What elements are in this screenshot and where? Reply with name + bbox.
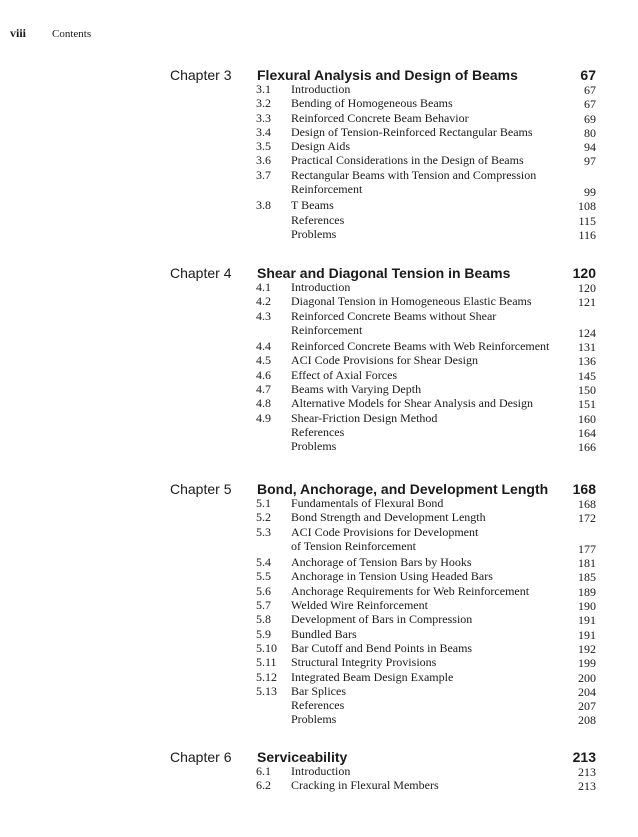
section-title-line: Anchorage of Tension Bars by Hooks bbox=[291, 555, 472, 570]
section-page-number: 115 bbox=[578, 213, 596, 228]
section-number: 3.4 bbox=[256, 124, 271, 139]
section-page-number: 207 bbox=[578, 699, 596, 714]
section-title-line: Development of Bars in Compression bbox=[291, 612, 473, 627]
section-page-number: 108 bbox=[578, 199, 596, 214]
section-number: 4.6 bbox=[256, 367, 271, 382]
section-page-number: 213 bbox=[578, 765, 596, 779]
section-title-line: Integrated Beam Design Example bbox=[291, 669, 454, 684]
section-page-number: 131 bbox=[578, 340, 596, 355]
toc-entry bbox=[0, 96, 638, 110]
section-title bbox=[291, 555, 556, 569]
section-title bbox=[291, 641, 556, 655]
toc-entry bbox=[0, 584, 638, 598]
section-number: 4.1 bbox=[256, 280, 271, 294]
section-title bbox=[291, 82, 556, 96]
section-title bbox=[291, 111, 556, 125]
toc-entry bbox=[0, 684, 638, 698]
section-title-continuation: of Tension Reinforcement bbox=[291, 538, 416, 553]
section-title bbox=[291, 496, 556, 510]
section-number: 5.5 bbox=[256, 569, 271, 584]
section-title-line: Problems bbox=[291, 226, 337, 241]
toc-entry bbox=[0, 612, 638, 626]
section-page-number: 199 bbox=[578, 656, 596, 671]
toc-entry bbox=[0, 778, 638, 792]
toc-entry bbox=[0, 627, 638, 641]
section-number: 3.6 bbox=[256, 153, 271, 168]
section-number: 3.7 bbox=[256, 167, 271, 182]
toc-entry bbox=[0, 712, 638, 726]
toc-entry bbox=[0, 198, 638, 212]
section-title bbox=[291, 294, 556, 308]
section-number: 6.2 bbox=[256, 778, 271, 793]
section-title-line: Structural Integrity Provisions bbox=[291, 655, 437, 670]
section-title bbox=[291, 627, 556, 641]
chapter-label: Chapter 4 bbox=[170, 265, 232, 281]
section-title-line: Cracking in Flexural Members bbox=[291, 778, 439, 793]
section-number: 4.5 bbox=[256, 353, 271, 368]
page-folio: viii bbox=[10, 26, 27, 40]
section-page-number: 177 bbox=[578, 541, 596, 556]
section-page-number: 94 bbox=[584, 140, 596, 155]
toc-entry bbox=[0, 153, 638, 167]
section-title bbox=[291, 612, 556, 626]
section-number: 5.12 bbox=[256, 669, 277, 684]
section-number: 3.2 bbox=[256, 96, 271, 111]
toc-entry bbox=[0, 764, 638, 778]
toc-entry bbox=[0, 382, 638, 396]
section-title-line: Problems bbox=[291, 712, 337, 727]
section-page-number: 208 bbox=[578, 713, 596, 728]
toc-entry bbox=[0, 213, 638, 227]
section-number: 4.8 bbox=[256, 396, 271, 411]
section-number: 4.9 bbox=[256, 410, 271, 425]
section-page-number: 145 bbox=[578, 368, 596, 383]
section-title-line: Reinforced Concrete Beam Behavior bbox=[291, 110, 469, 125]
chapter-label: Chapter 3 bbox=[170, 67, 232, 83]
toc-entry bbox=[0, 167, 638, 200]
section-number: 5.1 bbox=[256, 496, 271, 510]
section-number: 5.13 bbox=[256, 683, 277, 698]
section-page-number: 164 bbox=[578, 425, 596, 440]
section-title-line: References bbox=[291, 424, 345, 439]
section-page-number: 192 bbox=[578, 641, 596, 656]
section-title bbox=[291, 525, 556, 554]
toc-entry bbox=[0, 670, 638, 684]
section-title bbox=[291, 655, 556, 669]
toc-entry bbox=[0, 655, 638, 669]
section-number: 4.2 bbox=[256, 294, 271, 309]
chapter-page-number: 168 bbox=[572, 481, 596, 497]
toc-entry bbox=[0, 439, 638, 453]
section-page-number: 116 bbox=[578, 227, 596, 242]
section-title-continuation: Reinforcement bbox=[291, 322, 363, 337]
section-title-line: Diagonal Tension in Homogeneous Elastic Beams bbox=[291, 294, 532, 309]
section-title bbox=[291, 698, 556, 712]
section-title bbox=[291, 309, 556, 338]
section-title bbox=[291, 411, 556, 425]
section-title-line: Bundled Bars bbox=[291, 626, 357, 641]
toc-entry bbox=[0, 125, 638, 139]
chapter-title: Flexural Analysis and Design of Beams bbox=[257, 67, 518, 83]
toc-entry bbox=[0, 425, 638, 439]
section-title bbox=[291, 353, 556, 367]
section-page-number: 67 bbox=[584, 83, 596, 97]
toc-entry bbox=[0, 525, 638, 554]
toc-entry bbox=[0, 280, 638, 294]
toc-entry bbox=[0, 309, 638, 338]
section-title-line: Design Aids bbox=[291, 139, 351, 154]
section-title bbox=[291, 139, 556, 153]
section-title-line: Fundamentals of Flexural Bond bbox=[291, 496, 444, 510]
toc-entry bbox=[0, 339, 638, 353]
section-page-number: 185 bbox=[578, 570, 596, 585]
chapter-title: Shear and Diagonal Tension in Beams bbox=[257, 265, 511, 281]
section-page-number: 213 bbox=[578, 779, 596, 794]
section-number: 3.8 bbox=[256, 198, 271, 213]
section-number: 5.4 bbox=[256, 555, 271, 570]
chapter-page-number: 120 bbox=[572, 265, 596, 281]
section-page-number: 136 bbox=[578, 354, 596, 369]
section-number: 4.4 bbox=[256, 339, 271, 354]
section-number: 3.3 bbox=[256, 110, 271, 125]
section-title bbox=[291, 198, 556, 212]
section-title bbox=[291, 368, 556, 382]
section-number: 5.3 bbox=[256, 524, 271, 539]
section-title bbox=[291, 598, 556, 612]
section-title-line: References bbox=[291, 698, 345, 713]
section-number: 5.6 bbox=[256, 583, 271, 598]
section-title bbox=[291, 125, 556, 139]
section-title bbox=[291, 339, 556, 353]
section-title-line: Bending of Homogeneous Beams bbox=[291, 96, 453, 111]
section-page-number: 99 bbox=[584, 185, 596, 200]
chapter-page-number: 213 bbox=[572, 749, 596, 765]
chapter-page-number: 67 bbox=[580, 67, 596, 83]
section-number: 3.5 bbox=[256, 139, 271, 154]
section-page-number: 151 bbox=[578, 397, 596, 412]
section-title-line: Introduction bbox=[291, 764, 351, 778]
toc-entry bbox=[0, 396, 638, 410]
section-title-line: Bar Splices bbox=[291, 683, 346, 698]
section-page-number: 189 bbox=[578, 584, 596, 599]
section-number: 5.10 bbox=[256, 640, 277, 655]
section-page-number: 97 bbox=[584, 154, 596, 169]
section-number: 4.7 bbox=[256, 382, 271, 397]
section-page-number: 166 bbox=[578, 440, 596, 455]
toc-entry bbox=[0, 496, 638, 510]
section-title bbox=[291, 584, 556, 598]
section-title bbox=[291, 153, 556, 167]
section-page-number: 191 bbox=[578, 627, 596, 642]
section-title bbox=[291, 227, 556, 241]
section-title bbox=[291, 96, 556, 110]
section-title bbox=[291, 382, 556, 396]
section-page-number: 120 bbox=[578, 281, 596, 295]
section-page-number: 69 bbox=[584, 111, 596, 126]
section-number: 5.11 bbox=[256, 655, 277, 670]
section-title-line: Effect of Axial Forces bbox=[291, 367, 398, 382]
section-number: 4.3 bbox=[256, 308, 271, 323]
section-title bbox=[291, 425, 556, 439]
page-header bbox=[10, 26, 91, 41]
section-title-line: Problems bbox=[291, 439, 337, 454]
toc-entry bbox=[0, 698, 638, 712]
chapter-title: Serviceability bbox=[257, 749, 348, 765]
chapter-label: Chapter 5 bbox=[170, 481, 232, 497]
section-title-line: Introduction bbox=[291, 280, 351, 294]
section-page-number: 204 bbox=[578, 684, 596, 699]
section-title bbox=[291, 670, 556, 684]
toc-entry bbox=[0, 510, 638, 524]
section-page-number: 80 bbox=[584, 125, 596, 140]
section-page-number: 190 bbox=[578, 599, 596, 614]
section-page-number: 150 bbox=[578, 383, 596, 398]
section-list bbox=[0, 82, 638, 241]
toc-entry bbox=[0, 227, 638, 241]
section-title-line: Bar Cutoff and Bend Points in Beams bbox=[291, 640, 473, 655]
section-page-number: 172 bbox=[578, 511, 596, 526]
section-title-line: References bbox=[291, 212, 345, 227]
chapter-title: Bond, Anchorage, and Development Length bbox=[257, 481, 549, 497]
section-list bbox=[0, 280, 638, 454]
section-title-line: Welded Wire Reinforcement bbox=[291, 598, 428, 613]
section-page-number: 67 bbox=[584, 97, 596, 112]
section-page-number: 200 bbox=[578, 670, 596, 685]
section-title bbox=[291, 684, 556, 698]
toc-entry bbox=[0, 82, 638, 96]
section-number: 6.1 bbox=[256, 764, 271, 778]
section-title-continuation: Reinforcement bbox=[291, 182, 363, 197]
toc-entry bbox=[0, 411, 638, 425]
section-title-line: Practical Considerations in the Design of Beams bbox=[291, 153, 524, 168]
toc-entry bbox=[0, 139, 638, 153]
section-title bbox=[291, 439, 556, 453]
section-page-number: 181 bbox=[578, 556, 596, 571]
section-page-number: 191 bbox=[578, 613, 596, 628]
chapter-label: Chapter 6 bbox=[170, 749, 232, 765]
toc-entry bbox=[0, 294, 638, 308]
section-title-line: ACI Code Provisions for Development bbox=[291, 524, 479, 539]
section-title-line: Alternative Models for Shear Analysis and Design bbox=[291, 396, 533, 411]
section-title bbox=[291, 569, 556, 583]
section-title-line: Introduction bbox=[291, 82, 351, 96]
section-number: 5.2 bbox=[256, 510, 271, 525]
section-title-line: Design of Tension-Reinforced Rectangular Beams bbox=[291, 124, 533, 139]
section-title-line: Reinforced Concrete Beams with Web Reinforcement bbox=[291, 339, 550, 354]
section-title bbox=[291, 712, 556, 726]
section-title-line: Beams with Varying Depth bbox=[291, 382, 422, 397]
section-title-line: T Beams bbox=[291, 198, 334, 213]
section-number: 3.1 bbox=[256, 82, 271, 96]
toc-entry bbox=[0, 598, 638, 612]
section-title-line: Bond Strength and Development Length bbox=[291, 510, 486, 525]
section-title-line: Anchorage Requirements for Web Reinforcement bbox=[291, 583, 530, 598]
section-list bbox=[0, 496, 638, 727]
section-title bbox=[291, 778, 556, 792]
section-title bbox=[291, 510, 556, 524]
section-number: 5.7 bbox=[256, 598, 271, 613]
section-page-number: 124 bbox=[578, 325, 596, 340]
section-title-line: Reinforced Concrete Beams without Shear bbox=[291, 308, 497, 323]
section-list bbox=[0, 764, 638, 793]
section-title bbox=[291, 213, 556, 227]
toc-entry bbox=[0, 555, 638, 569]
toc-entry bbox=[0, 111, 638, 125]
section-page-number: 160 bbox=[578, 411, 596, 426]
section-number: 5.9 bbox=[256, 626, 271, 641]
running-head: Contents bbox=[52, 28, 92, 40]
section-title-line: Anchorage in Tension Using Headed Bars bbox=[291, 569, 493, 584]
section-title-line: Rectangular Beams with Tension and Compression bbox=[291, 167, 537, 182]
toc-entry bbox=[0, 641, 638, 655]
toc-entry bbox=[0, 353, 638, 367]
section-title-line: Shear-Friction Design Method bbox=[291, 410, 438, 425]
section-title bbox=[291, 280, 556, 294]
section-title bbox=[291, 396, 556, 410]
section-title bbox=[291, 168, 556, 197]
section-page-number: 168 bbox=[578, 497, 596, 511]
section-number: 5.8 bbox=[256, 612, 271, 627]
toc-entry bbox=[0, 368, 638, 382]
toc-entry bbox=[0, 569, 638, 583]
section-page-number: 121 bbox=[578, 295, 596, 310]
section-title bbox=[291, 764, 556, 778]
section-title-line: ACI Code Provisions for Shear Design bbox=[291, 353, 478, 368]
